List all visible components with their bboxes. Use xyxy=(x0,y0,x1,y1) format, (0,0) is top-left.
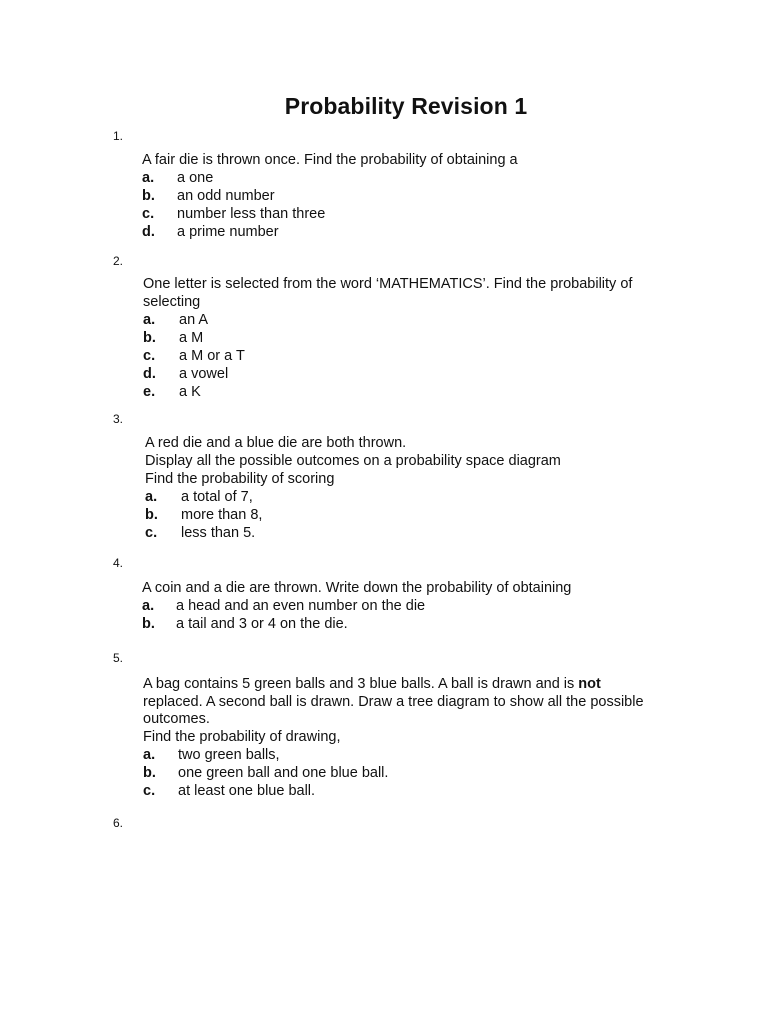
part-text: a head and an even number on the die xyxy=(176,598,426,614)
question-number: 3. xyxy=(113,412,124,426)
part-text: a vowel xyxy=(179,366,229,382)
part-letter: c. xyxy=(145,525,158,541)
question-stem: selecting xyxy=(143,294,201,310)
stem-text: A bag contains 5 green balls and 3 blue balls. A ball is drawn and is xyxy=(143,676,579,692)
part-letter: e. xyxy=(143,384,156,400)
question-stem: outcomes. xyxy=(143,711,210,727)
part-letter: d. xyxy=(142,224,155,240)
stem-emphasis: not xyxy=(578,676,601,692)
question-stem: Find the probability of scoring xyxy=(145,471,335,487)
question-stem: One letter is selected from the word ‘MATHEMATICS’. Find the probability of xyxy=(143,276,633,292)
part-letter: a. xyxy=(145,489,158,505)
question-stem: A coin and a die are thrown. Write down the probability of obtaining xyxy=(142,580,572,596)
part-letter: a. xyxy=(143,312,156,328)
part-text: a M xyxy=(179,330,204,346)
part-letter: b. xyxy=(142,188,155,204)
part-text: at least one blue ball. xyxy=(178,783,316,799)
part-letter: c. xyxy=(143,783,156,799)
part-text: number less than three xyxy=(177,206,326,222)
question-number: 2. xyxy=(113,254,124,268)
part-text: more than 8, xyxy=(181,507,263,523)
question-stem: Display all the possible outcomes on a probability space diagram xyxy=(145,453,561,469)
part-text: less than 5. xyxy=(181,525,256,541)
part-letter: b. xyxy=(143,330,156,346)
part-text: a prime number xyxy=(177,224,279,240)
question-stem: A red die and a blue die are both thrown. xyxy=(145,435,407,451)
part-text: a tail and 3 or 4 on the die. xyxy=(176,616,348,632)
part-letter: a. xyxy=(143,747,156,763)
part-letter: c. xyxy=(142,206,155,222)
part-letter: a. xyxy=(142,170,155,186)
question-stem xyxy=(143,675,601,693)
part-letter: b. xyxy=(143,765,156,781)
question-number: 5. xyxy=(113,651,124,665)
part-text: an odd number xyxy=(177,188,275,204)
part-letter: b. xyxy=(145,507,158,523)
part-text: an A xyxy=(179,312,209,328)
question-stem: replaced. A second ball is drawn. Draw a tree diagram to show all the possible xyxy=(143,694,644,710)
page-title: Probability Revision 1 xyxy=(284,93,528,119)
part-text: a total of 7, xyxy=(181,489,253,505)
part-text: a one xyxy=(177,170,214,186)
part-letter: d. xyxy=(143,366,156,382)
part-text: one green ball and one blue ball. xyxy=(178,765,389,781)
question-number: 6. xyxy=(113,816,124,830)
part-letter: a. xyxy=(142,598,155,614)
part-text: a K xyxy=(179,384,201,400)
part-text: two green balls, xyxy=(178,747,280,763)
part-text: a M or a T xyxy=(179,348,245,364)
part-letter: b. xyxy=(142,616,155,632)
question-number: 1. xyxy=(113,129,124,143)
question-stem: Find the probability of drawing, xyxy=(143,729,341,745)
part-letter: c. xyxy=(143,348,156,364)
question-stem: A fair die is thrown once. Find the probability of obtaining a xyxy=(142,152,518,168)
question-number: 4. xyxy=(113,556,124,570)
